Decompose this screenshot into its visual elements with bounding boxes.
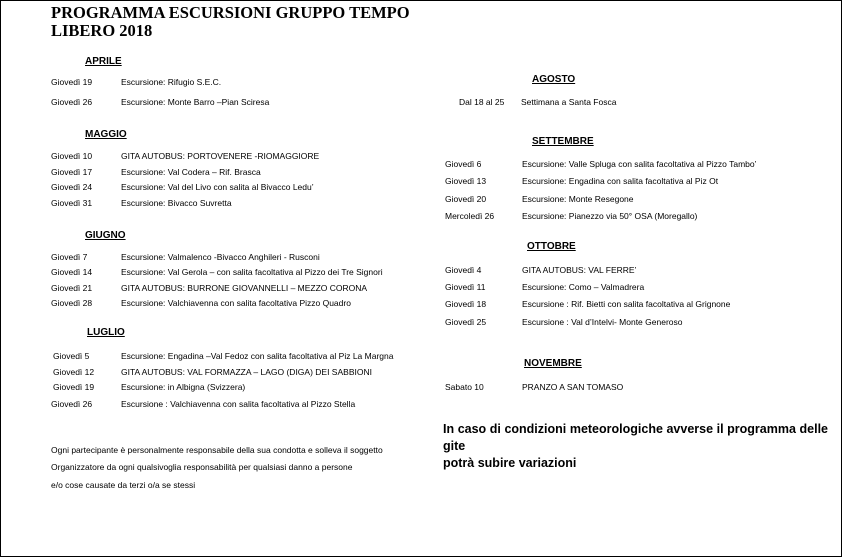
warning-line-1: In caso di condizioni meteorologiche avverse il programma delle gite: [443, 422, 828, 453]
entry-desc: Escursione: Pianezzo via 50° OSA (Moregallo): [522, 211, 698, 221]
month-heading-june: GIUGNO: [85, 230, 126, 241]
entry-day: Giovedì 25: [445, 317, 487, 327]
entry-day: Giovedì 19: [53, 382, 95, 392]
entry-day: Giovedì 28: [51, 298, 93, 308]
disclaimer-line: e/o cose causate da terzi o/a se stessi: [51, 480, 196, 490]
entry-day: Giovedì 26: [51, 399, 93, 409]
entry-day: Mercoledì 26: [445, 211, 495, 221]
entry-desc: Escursione: Valchiavenna con salita facoltativa Pizzo Quadro: [121, 298, 351, 308]
entry-desc: Escursione: Engadina con salita facoltativa al Piz Ot: [522, 176, 719, 186]
weather-warning: [443, 421, 828, 472]
entry-desc: Escursione: Bivacco Suvretta: [121, 198, 232, 208]
warning-line-2: potrà subire variazioni: [443, 456, 577, 470]
entry-desc: GITA AUTOBUS: BURRONE GIOVANNELLI – MEZZO CORONA: [121, 283, 368, 293]
entry-desc: Escursione: Monte Barro –Pian Sciresa: [121, 97, 270, 107]
entry-day: Giovedì 26: [51, 97, 93, 107]
month-heading-april: APRILE: [85, 56, 122, 67]
entry-day: Giovedì 13: [445, 176, 487, 186]
entry-desc: Escursione: Como – Valmadrera: [522, 282, 645, 292]
entry-desc: GITA AUTOBUS: PORTOVENERE -RIOMAGGIORE: [121, 151, 320, 161]
entry-day: Giovedì 4: [445, 265, 482, 275]
entry-day: Giovedì 10: [51, 151, 93, 161]
entry-day: Giovedì 24: [51, 182, 93, 192]
entry-desc: Escursione: Val Codera – Rif. Brasca: [121, 167, 261, 177]
page-title: [51, 4, 451, 40]
entry-day: Giovedì 11: [445, 282, 486, 292]
month-heading-september: SETTEMBRE: [532, 136, 594, 147]
title-line-2: LIBERO 2018: [51, 21, 153, 40]
entry-desc: Escursione : Rif. Bietti con salita facoltativa al Grignone: [522, 299, 731, 309]
entry-desc: Escursione : Valchiavenna con salita facoltativa al Pizzo Stella: [121, 399, 356, 409]
month-heading-may: MAGGIO: [85, 129, 127, 140]
entry-desc: Escursione: Val del Livo con salita al Bivacco Ledu’: [121, 182, 314, 192]
entry-desc: Escursione: Monte Resegone: [522, 194, 634, 204]
entry-desc: Escursione: Valmalenco -Bivacco Anghileri - Rusconi: [121, 252, 320, 262]
entry-desc: Escursione: Valle Spluga con salita facoltativa al Pizzo Tambo’: [522, 159, 757, 169]
disclaimer-line: Ogni partecipante è personalmente responsabile della sua condotta e solleva il soggetto: [51, 445, 383, 455]
entry-day: Dal 18 al 25: [459, 97, 505, 107]
entry-day: Giovedì 20: [445, 194, 487, 204]
entry-day: Giovedì 12: [53, 367, 95, 377]
entry-day: Giovedì 31: [51, 198, 93, 208]
month-heading-october: OTTOBRE: [527, 241, 576, 252]
entry-day: Giovedì 21: [51, 283, 93, 293]
entry-desc: GITA AUTOBUS: VAL FORMAZZA – LAGO (DIGA) DEI SABBIONI: [121, 367, 372, 377]
month-heading-august: AGOSTO: [532, 74, 576, 85]
entry-day: Giovedì 7: [51, 252, 88, 262]
entry-desc: Escursione: in Albigna (Svizzera): [121, 382, 246, 392]
entry-day: Giovedì 5: [53, 351, 90, 361]
entry-day: Sabato 10: [445, 382, 484, 392]
entry-desc: PRANZO A SAN TOMASO: [522, 382, 624, 392]
entry-desc: Settimana a Santa Fosca: [521, 97, 617, 107]
entry-desc: GITA AUTOBUS: VAL FERRE’: [522, 265, 637, 275]
entry-day: Giovedì 14: [51, 267, 93, 277]
entry-day: Giovedì 18: [445, 299, 487, 309]
entry-day: Giovedì 19: [51, 77, 93, 87]
title-line-1: PROGRAMMA ESCURSIONI GRUPPO TEMPO: [51, 3, 410, 22]
entry-day: Giovedì 17: [51, 167, 93, 177]
entry-desc: Escursione: Rifugio S.E.C.: [121, 77, 222, 87]
entry-desc: Escursione: Engadina –Val Fedoz con salita facoltativa al Piz La Margna: [121, 351, 394, 361]
entry-desc: Escursione : Val d’Intelvi- Monte Generoso: [522, 317, 683, 327]
month-heading-november: NOVEMBRE: [524, 358, 582, 369]
disclaimer-line: Organizzatore da ogni qualsivoglia responsabilità per qualsiasi danno a persone: [51, 462, 353, 472]
entry-desc: Escursione: Val Gerola – con salita facoltativa al Pizzo dei Tre Signori: [121, 267, 383, 277]
entry-day: Giovedì 6: [445, 159, 482, 169]
month-heading-july: LUGLIO: [87, 327, 125, 338]
